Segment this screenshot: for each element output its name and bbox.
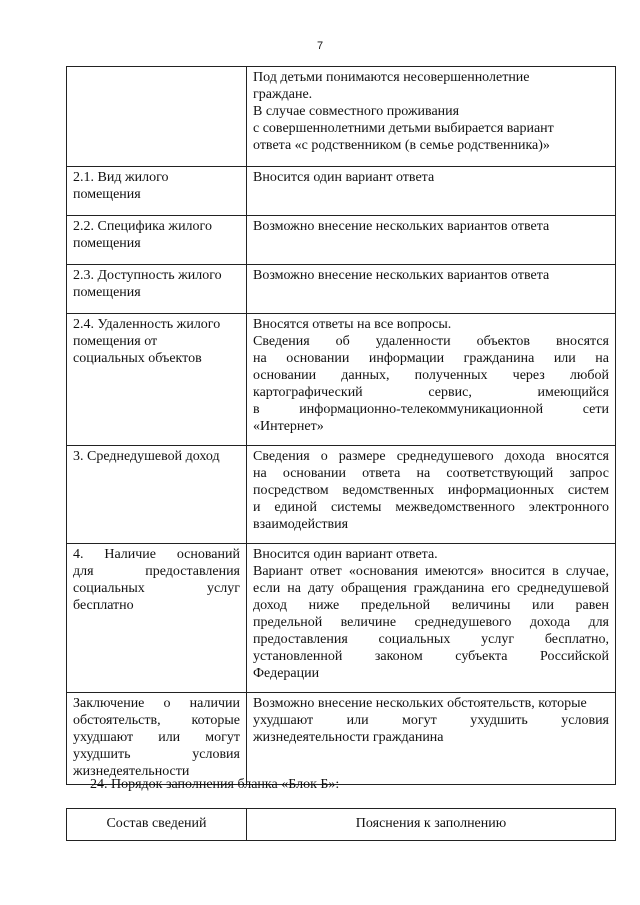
label-line: 2.4. Удаленность жилого <box>73 317 221 332</box>
label-line: бесплатно <box>73 598 134 613</box>
row-text-cell <box>247 216 616 265</box>
text-line: «Интернет» <box>253 419 324 434</box>
text-line: граждане. <box>253 87 313 102</box>
label-line: социальных объектов <box>73 351 202 366</box>
row-text-cell <box>247 446 616 544</box>
block-b-table <box>66 808 616 841</box>
table-row <box>67 265 616 314</box>
row-label-cell <box>67 693 247 785</box>
label-line: помещения <box>73 285 141 300</box>
row-label-cell <box>67 265 247 314</box>
text-line: Сведения об удаленности объектов вносятся <box>253 334 609 349</box>
label-line: помещения <box>73 187 141 202</box>
row-label-cell <box>67 544 247 693</box>
label-line: помещения от <box>73 334 158 349</box>
label-line: ухудшить условия <box>73 747 240 762</box>
text-line: взаимодействия <box>253 517 349 532</box>
text-line: В случае совместного проживания <box>253 104 460 119</box>
section-heading: 24. Порядок заполнения бланка «Блок Б»: <box>90 777 340 792</box>
text-line: на основании информации гражданина или на <box>253 351 609 366</box>
row-text-cell <box>247 167 616 216</box>
label-line: социальных услуг <box>73 581 240 596</box>
text-line: на основании ответа на соответствующий запрос <box>253 466 609 481</box>
text-line: Возможно внесение нескольких вариантов ответа <box>253 268 550 283</box>
row-text-cell <box>247 67 616 167</box>
text-line: Под детьми понимаются несовершеннолетние <box>253 70 530 85</box>
row-text-cell <box>247 544 616 693</box>
text-line: основании данных, полученных через любой <box>253 368 609 383</box>
label-line: Заключение о наличии <box>73 696 240 711</box>
label-line: 4. Наличие оснований <box>73 547 240 562</box>
column-header: Состав сведений <box>67 809 247 841</box>
text-line: установленной законом субъекта Российской <box>253 649 609 664</box>
table-row <box>67 446 616 544</box>
row-label-cell <box>67 167 247 216</box>
text-line: если на дату обращения гражданина его среднедушевой <box>253 581 609 596</box>
row-label-cell <box>67 216 247 265</box>
text-line: Возможно внесение нескольких обстоятельств, которые <box>253 696 587 711</box>
text-line: Вносится один вариант ответа <box>253 170 435 185</box>
table-row <box>67 314 616 446</box>
text-line: Федерации <box>253 666 320 681</box>
text-line: посредством ведомственных информационных систем <box>253 483 609 498</box>
table-header-row <box>67 809 616 841</box>
text-line: ответа «с родственником (в семье родственника)» <box>253 138 550 153</box>
label-line: жизнедеятельности <box>73 764 190 779</box>
table-row <box>67 693 616 785</box>
row-label-cell <box>67 446 247 544</box>
text-line: Вносятся ответы на все вопросы. <box>253 317 452 332</box>
text-line: доход ниже предельной величины или равен <box>253 598 609 613</box>
table-row <box>67 544 616 693</box>
text-line: жизнедеятельности гражданина <box>253 730 444 745</box>
row-text-cell <box>247 693 616 785</box>
row-label-cell <box>67 314 247 446</box>
text-line: с совершеннолетними детьми выбирается вариант <box>253 121 554 136</box>
text-line: Возможно внесение нескольких вариантов ответа <box>253 219 550 234</box>
label-line: помещения <box>73 236 141 251</box>
table-row <box>67 67 616 167</box>
text-line: в информационно-телекоммуникационной сети <box>253 402 609 417</box>
label-line: для предоставления <box>73 564 240 579</box>
text-line: предоставления социальных услуг бесплатно, <box>253 632 609 647</box>
text-line: предельной величине среднедушевого дохода для <box>253 615 609 630</box>
text-line: Вариант ответ «основания имеются» вносится в случае, <box>253 564 609 579</box>
text-line: Вносится один вариант ответа. <box>253 547 438 562</box>
label-line: ухудшают или могут <box>73 730 240 745</box>
label-line: обстоятельств, которые <box>73 713 240 728</box>
text-line: ухудшают или могут ухудшить условия <box>253 713 609 728</box>
label-line: 2.1. Вид жилого <box>73 170 169 185</box>
table-row <box>67 167 616 216</box>
text-line: картографический сервис, имеющийся <box>253 385 609 400</box>
text-line: Сведения о размере среднедушевого дохода вносятся <box>253 449 609 464</box>
table-row <box>67 216 616 265</box>
page-number: 7 <box>316 40 324 52</box>
label-line: 2.2. Специфика жилого <box>73 219 212 234</box>
row-text-cell <box>247 265 616 314</box>
row-label-cell <box>67 67 247 167</box>
label-line: 3. Среднедушевой доход <box>73 449 220 464</box>
row-text-cell <box>247 314 616 446</box>
instructions-table <box>66 66 616 785</box>
column-header: Пояснения к заполнению <box>247 809 616 841</box>
label-line: 2.3. Доступность жилого <box>73 268 222 283</box>
text-line: и единой системы межведомственного электронного <box>253 500 609 515</box>
